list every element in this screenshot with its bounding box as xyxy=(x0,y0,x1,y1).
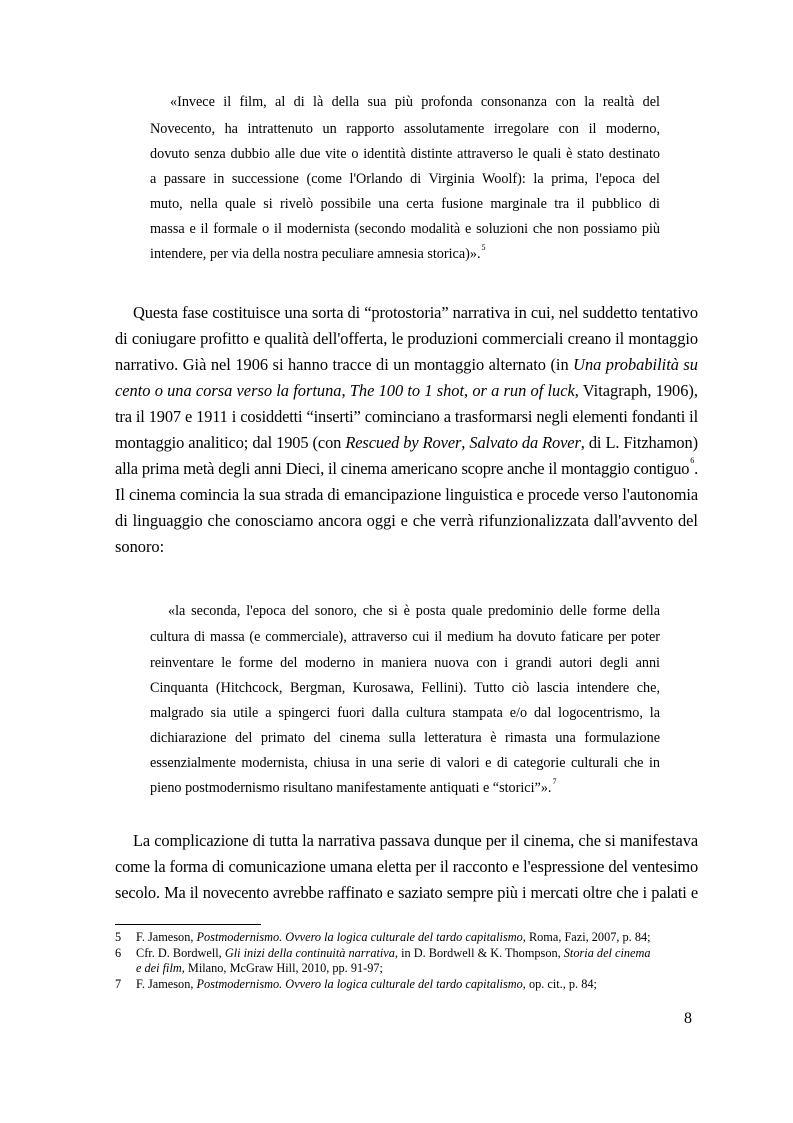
quote-line-last: pieno postmodernismo risultano manifestamente antiquati e “storici”».$^7$ xyxy=(150,777,557,796)
film-title-italic: Una probabilità su xyxy=(573,355,698,374)
paragraph-line: montaggio analitico; dal 1905 (con Rescued by Rover, Salvato da Rover, di L. Fitzhamon) xyxy=(115,433,698,452)
footnote-separator xyxy=(115,924,261,925)
film-title-italic: The 100 to 1 shot, or a run of luck xyxy=(349,381,575,400)
quote-line: «la seconda, l'epoca del sonoro, che si è posta quale predominio delle forme della xyxy=(168,603,660,619)
footnote-ref-5[interactable]: 5 xyxy=(481,243,486,252)
paragraph-line: La complicazione di tutta la narrativa passava dunque per il cinema, che si manifestava xyxy=(133,831,698,850)
paragraph-line: secolo. Ma il novecento avrebbe raffinato e saziato sempre più i mercati oltre che i palati e xyxy=(115,883,698,902)
footnote-6: 6 Cfr. D. Bordwell, Gli inizi della continuità narrativa, in D. Bordwell & K. Thompson, Storia del cinema xyxy=(115,946,651,960)
film-title-italic: cento o una corsa verso la fortuna xyxy=(115,381,342,400)
paragraph-line: di coniugare profitto e qualità dell'offerta, le produzioni commerciali creano il montaggio xyxy=(115,329,698,348)
quote-line: malgrado sia utile a spingerci fuori dalla cultura stampata e/o dal logocentrismo, la xyxy=(150,705,660,721)
quote-line-last: intendere, per via della nostra peculiare amnesia storica)».$^5$ xyxy=(150,243,486,262)
quote-line: «Invece il film, al di là della sua più profonda consonanza con la realtà del xyxy=(170,94,660,110)
footnote-number: 6 xyxy=(115,946,122,960)
quote-line: cultura di massa (e commerciale), attraverso cui il medium ha dovuto faticare per poter xyxy=(150,629,660,645)
quote-line: a passare in successione (come l'Orlando di Virginia Woolf): la prima, l'epoca del xyxy=(150,171,660,187)
paragraph-line-last: sonoro: xyxy=(115,537,165,556)
footnote-6-continued: e dei film, Milano, McGraw Hill, 2010, pp. 91-97; xyxy=(136,961,383,975)
footnote-ref-7[interactable]: 7 xyxy=(552,777,557,786)
quote-line: reinventare le forme del moderno in maniera nuova con i grandi autori degli anni xyxy=(150,655,660,671)
paragraph-line: tra il 1907 e 1911 i cosiddetti “inserti” cominciano a trasformarsi negli elementi fondanti il xyxy=(115,407,698,426)
quote-line: muto, nella quale si rivelò possibile una certa fusione marginale tra il pubblico di xyxy=(150,196,660,212)
paragraph-line: alla prima metà degli anni Dieci, il cinema americano scopre anche il montaggio contiguo$^6$. xyxy=(115,456,698,478)
paragraph-line: narrativo. Già nel 1906 si hanno tracce di un montaggio alternato (in Una probabilità su xyxy=(115,355,698,374)
footnote-ref-6[interactable]: 6 xyxy=(690,456,695,465)
footnote-7: 7 F. Jameson, Postmodernismo. Ovvero la logica culturale del tardo capitalismo, op. cit., p. 84; xyxy=(115,977,597,991)
quote-line: massa e il formale o il modernista (secondo modalità e soluzioni che non possiamo più xyxy=(150,221,660,237)
film-title-italic: Rescued by Rover xyxy=(345,433,462,452)
quote-line: dovuto senza dubbio alle due vite o identità distinte attraverso le quali è stato destinato xyxy=(150,146,660,162)
quote-line: essenzialmente modernista, chiusa in una serie di valori e di categorie culturali che in xyxy=(150,755,660,771)
paragraph-line: come la forma di comunicazione umana eletta per il racconto e l'espressione del ventesimo xyxy=(115,857,698,876)
footnote-5: 5 F. Jameson, Postmodernismo. Ovvero la logica culturale del tardo capitalismo, Roma, Fazi, 2007, p. 84; xyxy=(115,930,651,944)
film-title-italic: Salvato da Rover xyxy=(469,433,581,452)
paragraph-line: Questa fase costituisce una sorta di “protostoria” narrativa in cui, nel suddetto tentativo xyxy=(133,303,698,322)
quote-line: Cinquanta (Hitchcock, Bergman, Kurosawa, Fellini). Tutto ciò lascia intendere che, xyxy=(150,680,660,696)
footnote-number: 5 xyxy=(115,930,122,944)
paragraph-line: Il cinema comincia la sua strada di emancipazione linguistica e procede verso l'autonomia xyxy=(115,485,698,504)
paragraph-line: di linguaggio che conosciamo ancora oggi e che verrà rifunzionalizzata dall'avvento del xyxy=(115,511,698,530)
footnote-number: 7 xyxy=(115,977,122,991)
paragraph-line: cento o una corsa verso la fortuna, The 100 to 1 shot, or a run of luck, Vitagraph, 1906), xyxy=(115,381,698,400)
quote-line: Novecento, ha intrattenuto un rapporto assolutamente irregolare con il moderno, xyxy=(150,121,660,137)
quote-line: dichiarazione del primato del cinema sulla letteratura è rimasta una formulazione xyxy=(150,730,660,746)
page-number: 8 xyxy=(684,1010,692,1027)
